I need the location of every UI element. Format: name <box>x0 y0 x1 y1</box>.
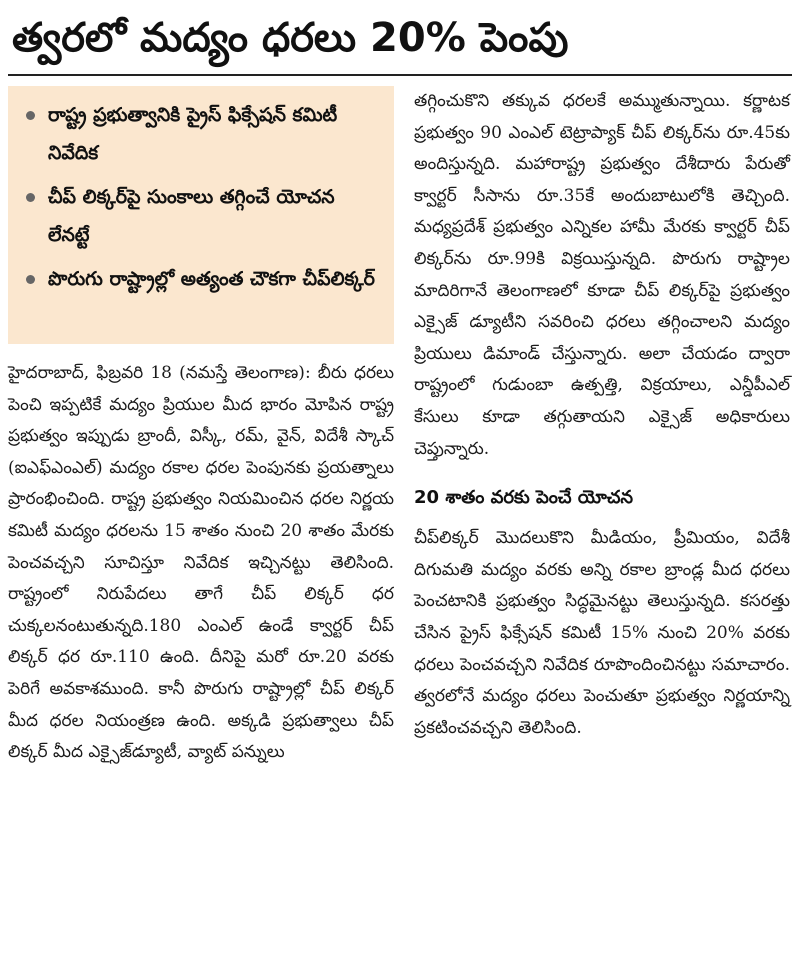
highlight-item <box>22 96 382 172</box>
subheading: 20 శాతం వరకు పెంచే యోచన <box>414 487 634 509</box>
highlights-box <box>8 86 394 344</box>
highlight-text: చీప్ లిక్కర్‌పై సుంకాలు తగ్గించే యోచన లేనట్టే <box>48 186 335 246</box>
right-body-paragraph-2: చీప్‌లిక్కర్ మొదలుకొని మీడియం, ప్రీమియం, విదేశీ దిగుమతి మద్యం వరకు అన్ని రకాల బ్రాండ్ల మీద ధరలు పెంచటానికి ప్రభుత్వం సిద్ధమైనట్టు తెలుస్తున్నది. కసరత్తు చేసిన ప్రైస్ ఫిక్సేషన్ కమిటీ 15% నుంచి 20% వరకు ధరలు పెంచవచ్చని నివేదిక రూపొందించినట్టు సమాచారం. త్వరలోనే మద్యం ధరలు పెంచుతూ ప్రభుత్వం నిర్ణయాన్ని ప్రకటించవచ్చని తెలిసింది. <box>414 528 790 738</box>
highlight-text: రాష్ట్ర ప్రభుత్వానికి ప్రైస్ ఫిక్సేషన్ కమిటీ నివేదిక <box>48 104 338 164</box>
bullet-icon <box>26 111 35 120</box>
right-body-paragraph-1: తగ్గించుకొని తక్కువ ధరలకే అమ్ముతున్నాయి. కర్ణాటక ప్రభుత్వం 90 ఎంఎల్ టెట్రాప్యాక్ చీప్ లిక్కర్‌ను రూ.45కు అందిస్తున్నది. మహారాష్ట్ర ప్రభుత్వం దేశీదారు పేరుతో క్వార్టర్ సీసాను రూ.35కే అందుబాటులోకి తెచ్చింది. మధ్యప్రదేశ్ ప్రభుత్వం ఎన్నికల హామీ మేరకు క్వార్టర్ చీప్ లిక్కర్‌ను రూ.99కి విక్రయిస్తున్నది. పొరుగు రాష్ట్రాల మాదిరిగానే తెలంగాణలో కూడా చీప్ లిక్కర్‌పై ప్రభుత్వం ఎక్సైజ్ డ్యూటీని సవరించి ధరలు తగ్గించాలని మద్యం ప్రియులు డిమాండ్ చేస్తున్నారు. అలా చేయడం ద్వారా రాష్ట్రంలో గుడుంబా ఉత్పత్తి, విక్రయాలు, ఎన్డీపీఎల్ కేసులు కూడా తగ్గుతాయని ఎక్సైజ్ అధికారులు చెప్తున్నారు. <box>414 91 790 459</box>
article-columns <box>8 86 792 769</box>
highlights-list <box>22 96 382 298</box>
highlight-text: పొరుగు రాష్ట్రాల్లో అత్యంత చౌకగా చీప్‌లిక్కర్ <box>48 268 375 290</box>
left-body-paragraph: హైదరాబాద్, ఫిబ్రవరి 18 (నమస్తే తెలంగాణ): బీరు ధరలు పెంచి ఇప్పటికే మద్యం ప్రియుల మీద భారం మోపిన రాష్ట్ర ప్రభుత్వం ఇప్పుడు బ్రాందీ, విస్కీ, రమ్, వైన్, విదేశీ స్కాచ్ (ఐఎఫ్ఎంఎల్) మద్యం రకాల ధరల పెంపునకు ప్రయత్నాలు ప్రారంభించింది. రాష్ట్ర ప్రభుత్వం నియమించిన ధరల నిర్ణయ కమిటీ మద్యం ధరలను 15 శాతం నుంచి 20 శాతం మేరకు పెంచవచ్చని సూచిస్తూ నివేదిక ఇచ్చినట్టు తెలిసింది. రాష్ట్రంలో నిరుపేదలు తాగే చీప్ లిక్కర్ ధర చుక్కలనంటుతున్నది.180 ఎంఎల్ ఉండే క్వార్టర్ చీప్ లిక్కర్ ధర రూ.110 ఉంది. దీనిపై మరో రూ.20 వరకు పెరిగే అవకాశముంది. కానీ పొరుగు రాష్ట్రాల్లో చీప్ లిక్కర్ మీద ధరల నియంత్రణ ఉంది. అక్కడి ప్రభుత్వాలు చీప్ లిక్కర్ మీద ఎక్సైజ్‌డ్యూటీ, వ్యాట్ పన్నులు <box>8 363 394 763</box>
headline: త్వరలో మద్యం ధరలు 20% పెంపు <box>12 15 569 61</box>
highlight-item <box>22 260 382 298</box>
bullet-icon <box>26 193 35 202</box>
left-column <box>8 86 394 769</box>
bullet-icon <box>26 275 35 284</box>
right-column <box>414 86 790 769</box>
headline-divider <box>8 74 792 76</box>
highlight-item <box>22 178 382 254</box>
